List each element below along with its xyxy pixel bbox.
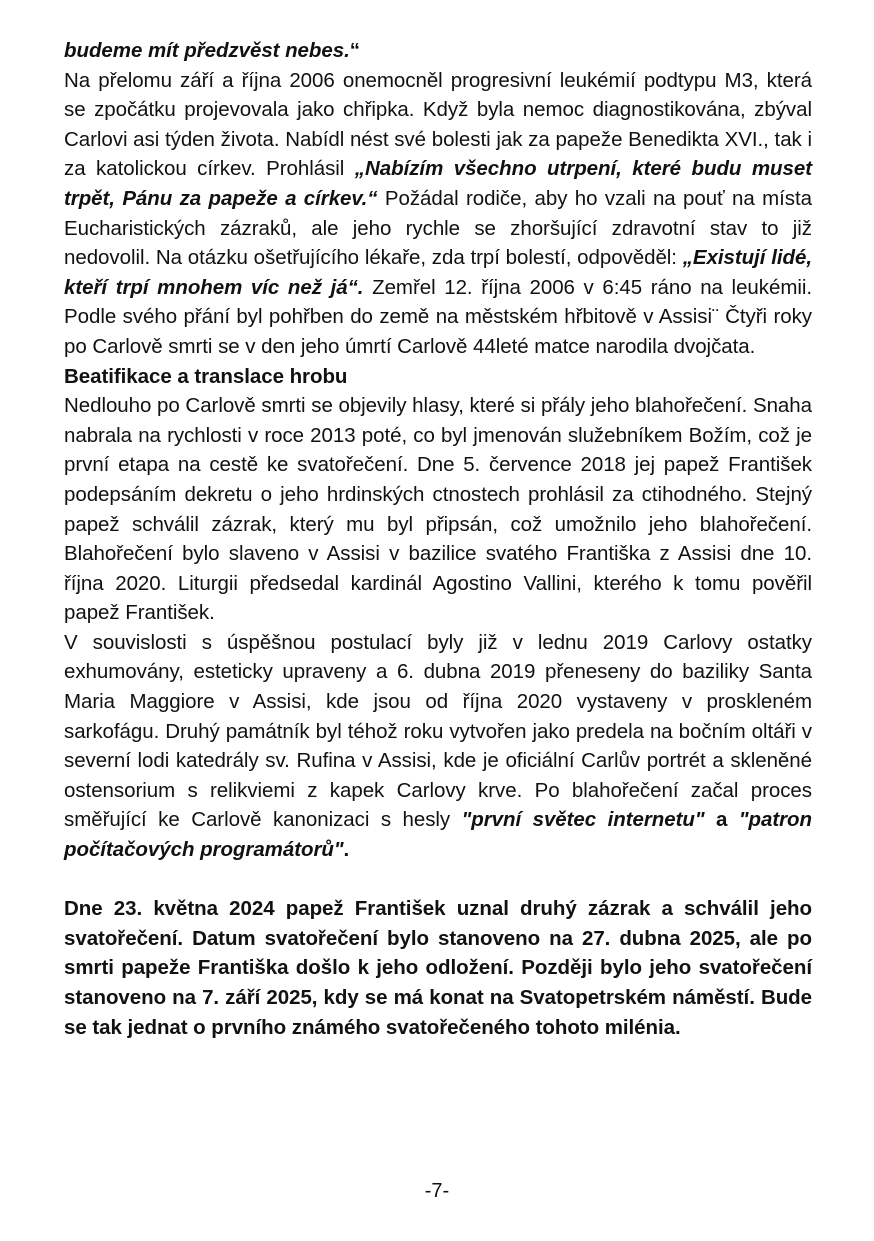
- lead-quote: budeme mít předzvěst nebes.: [64, 39, 350, 62]
- quote-suffering: „Existují lidé, kteří trpí mnohem víc než já“.: [64, 246, 812, 299]
- quote-first-saint-internet: "první světec internetu": [461, 808, 705, 832]
- paragraph-illness-text-a: Na přelomu září a října 2006 onemocněl progresivní leukémií podtypu M3, která se zpočátku projevovala jako chřipka. Když byla nemoc diagnostikována, zbýval Carlovi asi týden života. Nabídl nést své bolesti jak za papeže Benedikta XVI., tak i za katolickou církev. Prohlásil: [64, 68, 812, 181]
- quote-patron-programmers: "patron počítačových programátorů": [64, 808, 812, 862]
- paragraph-translation: [64, 628, 812, 865]
- section-heading: Beatifikace a translace hrobu: [64, 364, 348, 388]
- paragraph-illness-text-c: Zemřel 12. října 2006 v 6:45 ráno na leukémii. Podle svého přání byl pohřben do země na městském hřbitově v Assisi¨ Čtyři roky po Carlově smrti se v den jeho úmrtí Carlově 44leté matce narodila dvojčata.: [64, 275, 812, 358]
- paragraph-canonization: Dne 23. května 2024 papež František uznal druhý zázrak a schválil jeho svatořečení. Datum svatořečení bylo stanoveno na 27. dubna 2025, ale po smrti papeže Františka došlo k jeho odložení. Později bylo jeho svatořečení stanoveno na 7. září 2025, kdy se má konat na Svatopetrském náměstí. Bude se tak jednat o prvního známého svatořečeného tohoto milénia.: [64, 897, 812, 1039]
- quote-offering: „Nabízím všechno utrpení, které budu muset trpět, Pánu za papeže a církev.“: [64, 157, 812, 210]
- paragraph-beatification: Nedlouho po Carlově smrti se objevily hlasy, které si přály jeho blahořečení. Snaha nabrala na rychlosti v roce 2013 poté, co byl jmenován služebníkem Božím, což je první etapa na cestě ke svatořečení. Dne 5. července 2018 jej papež František podepsáním dekretu o jeho hrdinských ctnostech prohlásil za ctihodného. Stejný papež schválil zázrak, který mu byl připsán, což umožnilo jeho blahořečení. Blahořečení bylo slaveno v Assisi v bazilice svatého Františka z Assisi dne 10. října 2020. Liturgii předsedal kardinál Agostino Vallini, kterého k tomu pověřil papež František.: [64, 394, 812, 625]
- paragraph-illness-text-b: Požádal rodiče, aby ho vzali na pouť na místa Eucharistických zázraků, ale jeho rychle se zhoršující zdravotní stav to již nedovolil. Na otázku ošetřujícího lékaře, zda trpí bolestí, odpověděl:: [64, 186, 812, 270]
- paragraph-translation-text: V souvislosti s úspěšnou postulací byly již v lednu 2019 Carlovy ostatky exhumovány, esteticky upraveny a 6. dubna 2019 přeneseny do baziliky Santa Maria Maggiore v Assisi, kde jsou od října 2020 vystaveny v proskleném sarkofágu. Druhý památník byl téhož roku vytvořen jako predela na bočním oltáři v severní lodi katedrály sv. Rufina v Assisi, kde je oficiální Carlův portrét a skleněné ostensorium s relikviemi z kapek Carlovy krve. Po blahořečení začal proces směřující ke Carlově kanonizaci s hesly: [64, 630, 812, 832]
- lead-quote-close: “: [349, 39, 360, 62]
- quote-connector: a: [704, 808, 739, 832]
- paragraph-illness: [64, 36, 812, 362]
- page-body: [64, 36, 812, 1042]
- blank-line: [64, 865, 812, 895]
- paragraph-translation-end: .: [343, 838, 350, 862]
- page-number: -7-: [424, 1180, 450, 1202]
